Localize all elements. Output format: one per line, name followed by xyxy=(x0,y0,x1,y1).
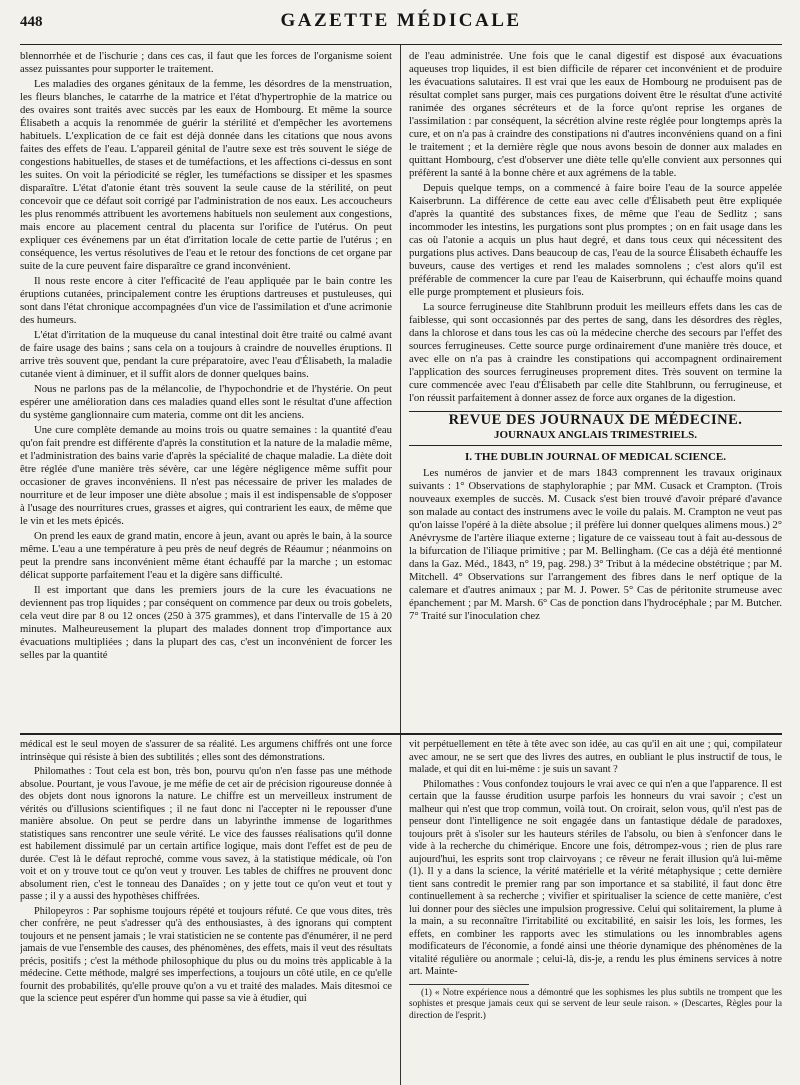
paragraph: médical est le seul moyen de s'assurer de sa réalité. Les argumens chiffrés ont une force intrinsèque qui résiste à bien des subtilités ; elles sont des démonstrations. xyxy=(20,739,392,763)
paragraph: Nous ne parlons pas de la mélancolie, de l'hypochondrie et de l'hystérie. On peut espérer une amélioration dans ces maladies quand elles sont le résultat d'une affection du système ganglionnaire cum materia, comme ont dit les anciens. xyxy=(20,383,392,421)
paragraph: On prend les eaux de grand matin, encore à jeun, avant ou après le bain, à la source même. L'eau a une température à peu près de neuf degrés de Réaumur ; néanmoins on peut la prendre sans inconvénient même étant échauffé par la marche ; un estomac délicat supporte parfaitement l'eau et la digère sans difficulté. xyxy=(20,530,392,581)
lower-left-column xyxy=(20,735,401,1085)
review-section-subtitle: JOURNAUX ANGLAIS TRIMESTRIELS. xyxy=(493,429,698,441)
upper-section xyxy=(20,45,782,735)
dialogue-paragraph: Philomathes : Tout cela est bon, très bon, pourvu qu'on n'en fasse pas une méthode absolue. Pourtant, je vous l'avoue, je me méfie de cet air de précision rigoureuse donnée à des objets dont nous ignorons la nature. Le chiffre est un merveilleux instrument de vérités ou d'illusions scientifiques ; il ne faut donc ni l'accepter ni le repousser d'une manière absolue. On peut se perdre dans un labyrinthe immense de logarithmes statistiques sans rencontrer une seule vérité. Le vice des fausses réalisations qu'il donne est habilement dissimulé par un certain artifice logique, mais dont l'effet est de peu de durée. C'est là le défaut reproché, comme vous savez, à la statistique médicale, où l'on voit et on y trouve tout ce qu'on veut y trouver. Les tables de chiffres ne prouvent donc absolument rien, c'est le tonneau des Danaïdes ; on y jette tout ce qu'on veut et tout y passe ; il y a aussi des hypothèses chiffrées. xyxy=(20,766,392,902)
paragraph: La source ferrugineuse dite Stahlbrunn produit les meilleurs effets dans les cas de faiblesse, qui sont occasionnés par des pertes de sang, dans les désordres des règles, dans la chlorose et dans tous les cas où la médecine cherche des secours par l'effet des sources ferrugineuses. Cette source purge ordinairement d'une manière très douce, et avec elle on n'a pas à craindre les constipations qui accompagnent ordinairement l'application des sources ferrugineuses proprement dites. Très souvent on termine la cure commencée avec l'eau d'Élisabeth par celle dite Stahlbrunn, ou ferrugineuse, et l'on réussit parfaitement à donner assez de force aux organes de la digestion. xyxy=(409,301,782,404)
masthead-title: GAZETTE MÉDICALE xyxy=(280,10,522,31)
paragraph: de l'eau administrée. Une fois que le canal digestif est disposé aux évacuations aqueuses trop liquides, il est bien difficile de réparer cet inconvénient et de produire les évacuations salutaires. Il est vrai que les eaux de Hombourg ne produisent pas de résultat complet sans purger, mais ces purgations doivent être le résultat d'une activité ranimée des organes sécréteurs et de la force qu'ont reprise les organes de l'assimilation : par conséquent, la sécrétion alvine reste réglée pour longtemps après la cure, et on n'a pas à craindre des constipations ni d'autres inconvéniens quand on a fini le traitement ; et la dernière règle que nous avons besoin de donner aux malades en quittant Hombourg, c'est d'observer une diète telle qu'elle convient aux personnes qui préfèrent la santé à la bonne chère et aux agrémens de la table. xyxy=(409,50,782,179)
paragraph: vit perpétuellement en tête à tête avec son idée, au cas qu'il en ait une ; qui, compilateur avec amour, ne se sert que des livres des autres, en oubliant le plus instructif de tous, le malade, et qui dit en lui-même : je suis un savant ? xyxy=(409,739,782,775)
dialogue-paragraph: Philomathes : Vous confondez toujours le vrai avec ce qui n'en a que l'apparence. Il est certain que la fausse érudition usurpe parfois les honneurs du vrai savoir ; c'est un malheur qui n'est que trop commun, voilà tout. On croirait, selon vous, qu'il n'est pas de penseur dont l'intelligence ne soit engagée dans un fantastique dédale de paradoxes, toujours prêt à s'isoler sur les hauteurs stériles de l'absolu, ou bien à s'enfoncer dans le vide à la recherche du chimérique. Encore une fois, détrompez-vous ; rien de plus rare aujourd'hui, les esprits sont trop clairvoyans ; ce rêveur ne ferait illusion qu'à lui-même (1). Il y a dans la science, la vérité matérielle et la vérité métaphysique ; cette dernière tient sans contredit le premier rang par son importance et sa stabilité, il faut donc être continuellement à sa recherche ; vivifier et spiritualiser la science de cette manière, c'est lui donner pour des siècles une impulsion progressive. Celui qui solitairement, la plume à la main, a su reconnaître l'irritabilité ou excitabilité, en saisir les lois, les formes, les effets, en combiner les rapports avec les stimulations ou les innombrables agens modificateurs de l'économie, a fondé ainsi une théorie dynamique des phénomènes de la vitalité régulière ou anormale ; celui-là, dis-je, a rendu les plus éminens services à notre art. Mainte- xyxy=(409,778,782,977)
dialogue-paragraph: Philopeyros : Par sophisme toujours répété et toujours réfuté. Ce que vous dites, très cher confrère, ne peut s'adresser qu'à des enthousiastes, à des ignorans qui comptent toujours et ne pensent jamais ; le vrai statisticien ne se contente pas d'énumérer, il ne perd jamais de vue l'ensemble des causes, des phénomènes, des effets, mais il veut des résultats précis, positifs ; c'est la méthode philosophique du plus ou du moins très applicable à la médecine. Cette méthode, malgré ses imperfections, a toujours un côté utile, en ce qu'elle fournit des probabilités, qu'elle prouve qu'on a vu et traité des malades. Mais ditesmoi ce que la science peut espérer d'un homme qui passe sa vie à étudier, qui xyxy=(20,905,392,1004)
footnote: (1) « Notre expérience nous a démontré que les sophismes les plus subtils ne trompent que les sophistes et presque jamais ceux qui se servent de leur seule raison. » (Descartes, Règles pour la direction de l'esprit.) xyxy=(409,987,782,1021)
upper-left-column xyxy=(20,45,401,733)
section-divider xyxy=(409,445,782,446)
lower-right-column xyxy=(401,735,782,1085)
paragraph: L'état d'irritation de la muqueuse du canal intestinal doit être traité ou calmé avant de faire usage des bains ; sans cela on a toujours à craindre de nouvelles éruptions. Il arrive très souvent que, pendant la cure préparatoire, avec l'eau d'Élisabeth, la maladie cutanée vient à diminuer, et il suffit alors de donner quelques bains. xyxy=(20,329,392,380)
paragraph: Depuis quelque temps, on a commencé à faire boire l'eau de la source appelée Kaiserbrunn. La différence de cette eau avec celle d'Élisabeth peut être expliquée d'après la quantité des substances fixes, de même que l'eau de Sedlitz ; sans incommoder les intestins, les purgations sont plus promptes ; on en fait usage dans les cas où l'atonie a acquis un plus haut degré, et dans tous ceux qui nécessitent des purgations plus actives. Dans beaucoup de cas, l'eau de la source Élisabeth échauffe les buveurs, cause des vertiges et rend les malades somnolens ; c'est alors qu'il est préférable de commencer la cure par l'eau de Kaiserbrunn, qui échauffe moins quand elle purge promptement et plusieurs fois. xyxy=(409,182,782,298)
page-number: 448 xyxy=(20,14,43,30)
paragraph: Il est important que dans les premiers jours de la cure les évacuations ne deviennent pas trop liquides ; par conséquent on commence par deux ou trois gobelets, cela veut dire par 8 ou 12 onces (250 à 375 grammes), et dans l'intervalle de 15 à 20 minutes. Malheureusement la plupart des malades donnent trop d'importance aux évacuations multipliées ; dans la plupart des cas, c'est un inconvénient de forcer les selles par la quantité xyxy=(20,584,392,661)
lower-section xyxy=(20,735,782,1085)
paragraph: blennorrhée et de l'ischurie ; dans ces cas, il faut que les forces de l'organisme soient assez puissantes pour supporter le traitement. xyxy=(20,50,392,75)
footnote-rule xyxy=(409,984,529,985)
upper-right-column xyxy=(401,45,782,733)
review-paragraph: Les numéros de janvier et de mars 1843 comprennent les travaux originaux suivants : 1° Observations de staphyloraphie ; par MM. Cusack et Crampton. (Trois nouveaux exemples de succès. M. Cusack s'est bien trouvé d'avoir préparé d'avance son malade au contact des instrumens avec le voile du palais. M. Crampton ne veut pas qu'on laisse l'opéré à la diète absolue ; il préfère lui donner quelques alimens mous.) 2° Anévrysme de l'artère iliaque externe ; ligature de ce vaisseau tout à fait au-dessous de la bifurcation de l'iliaque primitive ; par M. Bellingham. (Ce cas a déjà été mentionné dans la Gaz. Méd., 1843, n° 19, pag. 298.) 3° Tribut à la médecine obstétrique ; par M. Mitchell. 4° Observations sur l'arrangement des fibres dans le nerf optique de la calemare et d'autres animaux ; par M. J. Power. 5° Cas de péritonite strumeuse avec épanchement ; par M. Marsh. 6° Cas de ponction dans l'hydrocéphale ; par M. Butcher. 7° Traité sur l'inoculation chez xyxy=(409,467,782,622)
paragraph: Une cure complète demande au moins trois ou quatre semaines : la quantité d'eau qu'on fait prendre est différente d'après la constitution et la nature de la maladie même, et l'administration des bains varie d'après la spécialité de chaque maladie. La diète doit être réglée d'une manière très sévère, car une légère négligence même suffit pour occasioner de graves inconvéniens. Il n'est pas nécessaire de priver les malades de nourriture et de leur imposer une diète absolue ; mais il est indispensable de s'opposer à l'usage des nourritures crues, grasses et aigres, qui contrarient les eaux, de même que le vin et les mets épicés. xyxy=(20,424,392,527)
journal-heading: I. THE DUBLIN JOURNAL OF MEDICAL SCIENCE. xyxy=(465,451,726,463)
page-header xyxy=(20,10,782,45)
paragraph: Les maladies des organes génitaux de la femme, les désordres de la menstruation, les fleurs blanches, le catarrhe de la matrice et l'état d'hypertrophie de la matrice ou des ovaires sont traités avec succès par les eaux de Hombourg. Et même la source Élisabeth a acquis la renommée de guérir la stérilité et d'empêcher les avortemens habituels. L'explication de ce fait est déjà donnée dans les citations que nous avons faites des effets de l'eau. L'appareil génital de l'autre sexe est très souvent le siége de congestions habituelles, de stases et de tuméfactions, et les affections ci-dessus en sont les suites. On voit la périodicité se régler, les tuméfactions se dissiper et les spasmes disparaître. L'état d'atonie étant très souvent la seule cause de la stérilité, on peut concevoir que ce défaut soit corrigé par l'administration de nos eaux. Les accoucheurs les plus renommés attribuent les avortemens habituels non seulement aux congestions, mais encore au placement central du placenta sur l'orifice de l'utérus. On peut expliquer ces événemens par un état d'irritation locale de cette partie de l'utérus ; en conséquence, les vertus résolutives de l'eau et le retour des fonctions de cet organe par suite de la cure peuvent faire disparaître ce grand inconvénient. xyxy=(20,78,392,272)
review-section-title: REVUE DES JOURNAUX DE MÉDECINE. xyxy=(448,412,743,428)
paragraph: Il nous reste encore à citer l'efficacité de l'eau appliquée par le bain contre les éruptions cutanées, principalement contre les éruptions dartreuses et pustuleuses, qui sont dans l'état chronique accompagnées d'un vice de l'assimilation et d'une acrimonie des humeurs. xyxy=(20,275,392,326)
